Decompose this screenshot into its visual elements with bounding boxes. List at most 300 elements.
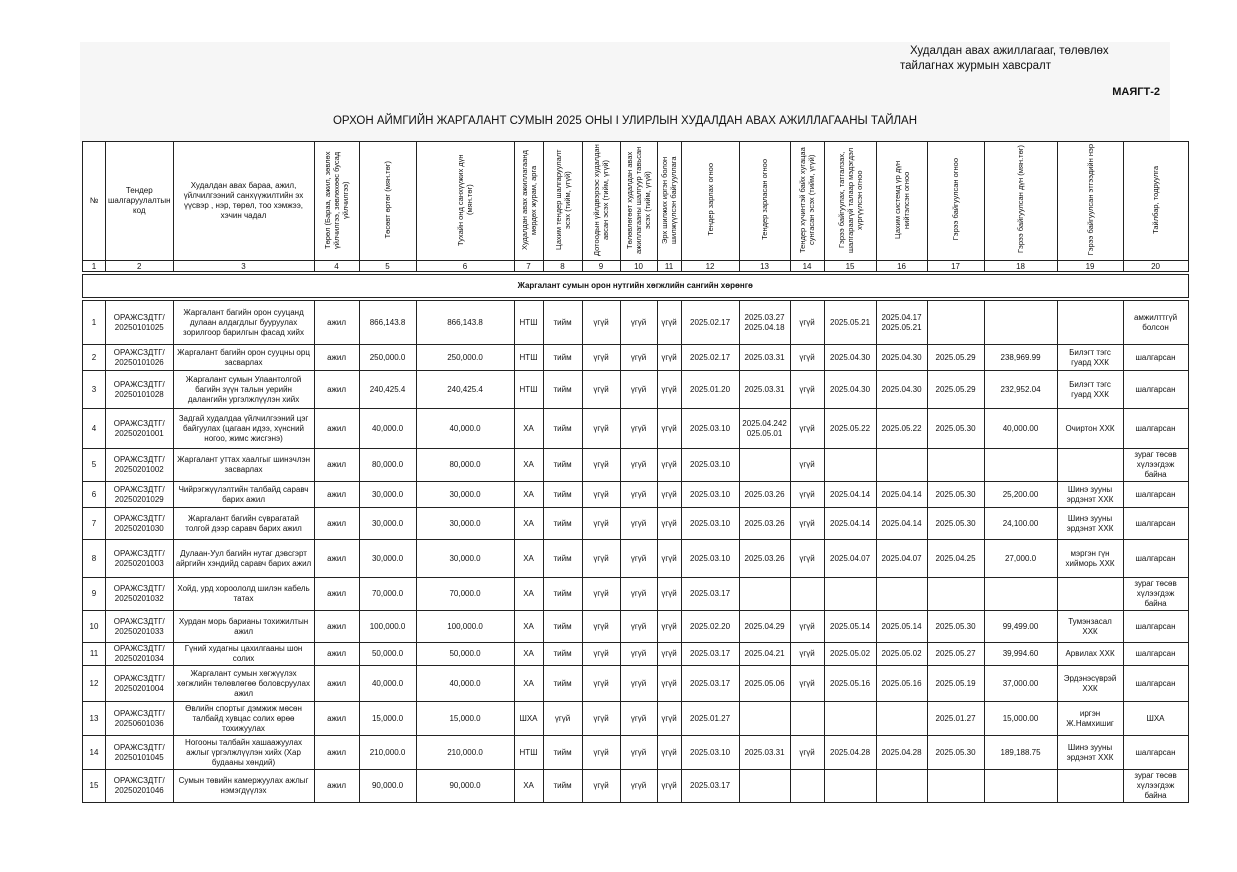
contract-amount: 40,000.00 xyxy=(984,409,1057,449)
contract-date: 2025.05.30 xyxy=(927,508,984,540)
publish-date: 2025.04.14 xyxy=(876,482,927,508)
note: зураг төсөв хүлээгдэж байна xyxy=(1123,578,1188,611)
contract-amount xyxy=(984,301,1057,345)
budget-amount: 15,000.0 xyxy=(359,702,416,736)
extension-flag: үгүй xyxy=(790,508,824,540)
contract-amount: 15,000.00 xyxy=(984,702,1057,736)
funding-amount: 240,425.4 xyxy=(416,371,514,409)
e-tender-flag: тийм xyxy=(543,611,582,643)
note: шалгарсан xyxy=(1123,508,1188,540)
funding-amount: 250,000.0 xyxy=(416,345,514,371)
funding-amount: 866,143.8 xyxy=(416,301,514,345)
col-header-publish-date: Цахим системд үр дүн нийтэлсэн огноо xyxy=(892,160,911,239)
domestic-flag: үгүй xyxy=(582,345,620,371)
contract-date: 2025.05.30 xyxy=(927,736,984,770)
tender-code: ОРАЖСЗДТГ/ 20250101026 xyxy=(106,345,174,371)
announce-date: 2025.04.242 025.05.01 xyxy=(739,409,790,449)
col-header-contract-date: Гэрээ байгуулсан огноо xyxy=(951,158,961,241)
plan-date: 2025.03.10 xyxy=(681,736,739,770)
col-header-note: Тайлбар, тодруулга xyxy=(1151,165,1161,234)
table-row xyxy=(83,449,1189,482)
item-type: ажил xyxy=(314,345,359,371)
note: шалгарсан xyxy=(1123,482,1188,508)
table-row xyxy=(83,702,1189,736)
row-number: 6 xyxy=(83,482,106,508)
plan-date: 2025.02.17 xyxy=(681,301,739,345)
contract-date: 2025.05.30 xyxy=(927,409,984,449)
contract-amount: 27,000.0 xyxy=(984,540,1057,578)
publish-date: 2025.05.16 xyxy=(876,666,927,702)
publish-date: 2025.04.07 xyxy=(876,540,927,578)
procurement-method: ХА xyxy=(514,540,543,578)
col-header-code: Тендер шалгаруулалтын код xyxy=(106,142,174,261)
tender-code: ОРАЖСЗДТГ/ 20250201046 xyxy=(106,770,174,803)
budget-amount: 30,000.0 xyxy=(359,482,416,508)
announce-date xyxy=(739,770,790,803)
col-header-notice-date: Гэрээ байгуулах, татгалзах, шалгараагүй талаар мэдэгдэл хүргүүлсэн огноо xyxy=(836,146,864,253)
plan-date: 2025.03.10 xyxy=(681,409,739,449)
announce-date: 2025.04.21 xyxy=(739,643,790,666)
tender-code: ОРАЖСЗДТГ/ 20250201032 xyxy=(106,578,174,611)
table-row xyxy=(83,666,1189,702)
plan-date: 2025.01.20 xyxy=(681,371,739,409)
contract-amount: 189,188.75 xyxy=(984,736,1057,770)
e-tender-flag: үгүй xyxy=(543,702,582,736)
funding-amount: 40,000.0 xyxy=(416,666,514,702)
table-row xyxy=(83,409,1189,449)
notice-date xyxy=(824,702,876,736)
transfer-flag: үгүй xyxy=(657,611,681,643)
col-number: 3 xyxy=(173,261,314,272)
criteria-flag: үгүй xyxy=(620,371,657,409)
transfer-flag: үгүй xyxy=(657,578,681,611)
supplier-name: Тумэнзасал ХХК xyxy=(1057,611,1123,643)
table-row xyxy=(83,371,1189,409)
extension-flag xyxy=(790,702,824,736)
extension-flag xyxy=(790,578,824,611)
transfer-flag: үгүй xyxy=(657,643,681,666)
contract-date: 2025.01.27 xyxy=(927,702,984,736)
item-type: ажил xyxy=(314,301,359,345)
tender-code: ОРАЖСЗДТГ/ 20250601036 xyxy=(106,702,174,736)
header-row xyxy=(83,142,1189,261)
e-tender-flag: тийм xyxy=(543,449,582,482)
e-tender-flag: тийм xyxy=(543,409,582,449)
table-row xyxy=(83,345,1189,371)
note: шалгарсан xyxy=(1123,666,1188,702)
domestic-flag: үгүй xyxy=(582,409,620,449)
note: шалгарсан xyxy=(1123,611,1188,643)
plan-date: 2025.02.20 xyxy=(681,611,739,643)
criteria-flag: үгүй xyxy=(620,770,657,803)
row-number: 15 xyxy=(83,770,106,803)
row-number: 11 xyxy=(83,643,106,666)
col-number: 6 xyxy=(416,261,514,272)
transfer-flag: үгүй xyxy=(657,666,681,702)
item-type: ажил xyxy=(314,508,359,540)
contract-amount xyxy=(984,449,1057,482)
col-header-announce-date: Тендер зарласан огноо xyxy=(760,159,770,240)
table-row xyxy=(83,578,1189,611)
col-header-no: № xyxy=(83,142,106,261)
publish-date: 2025.04.14 xyxy=(876,508,927,540)
procurement-method: ХА xyxy=(514,449,543,482)
contract-amount xyxy=(984,770,1057,803)
criteria-flag: үгүй xyxy=(620,301,657,345)
col-header-domestic: Дотоодын үйлдвэрээс худалдан авсан эсэх (тийм, үгүй) xyxy=(592,143,611,256)
criteria-flag: үгүй xyxy=(620,540,657,578)
col-number: 16 xyxy=(876,261,927,272)
col-number: 1 xyxy=(83,261,106,272)
note: зураг төсөв хүлээгдэж байна xyxy=(1123,770,1188,803)
procurement-report-table xyxy=(82,141,1189,803)
announce-date: 2025.04.29 xyxy=(739,611,790,643)
domestic-flag: үгүй xyxy=(582,611,620,643)
funding-amount: 90,000.0 xyxy=(416,770,514,803)
item-type: ажил xyxy=(314,770,359,803)
row-number: 13 xyxy=(83,702,106,736)
criteria-flag: үгүй xyxy=(620,578,657,611)
col-number: 5 xyxy=(359,261,416,272)
tender-code: ОРАЖСЗДТГ/ 20250201004 xyxy=(106,666,174,702)
e-tender-flag: тийм xyxy=(543,508,582,540)
col-header-name: Худалдан авах бараа, ажил, үйлчилгээний санхүүжилтийн эх үүсвэр , нэр, төрөл, тоо хэмжээ, хэчин чадал xyxy=(173,142,314,261)
procurement-method: ХА xyxy=(514,508,543,540)
table-row xyxy=(83,508,1189,540)
table-row xyxy=(83,540,1189,578)
plan-date: 2025.03.17 xyxy=(681,770,739,803)
note: амжилттгүй болсон xyxy=(1123,301,1188,345)
e-tender-flag: тийм xyxy=(543,736,582,770)
budget-amount: 210,000.0 xyxy=(359,736,416,770)
notice-date: 2025.04.28 xyxy=(824,736,876,770)
extension-flag: үгүй xyxy=(790,409,824,449)
note: шалгарсан xyxy=(1123,540,1188,578)
table-row xyxy=(83,643,1189,666)
item-name: Жаргалант багийн орон сууцанд дулаан алдагдлыг бууруулах зорилгоор барилгын фасад хийх xyxy=(173,301,314,345)
criteria-flag: үгүй xyxy=(620,702,657,736)
funding-amount: 40,000.0 xyxy=(416,409,514,449)
col-header-method: Худалдан авах ажиллагаанд мөрдөх журам, арга xyxy=(519,149,538,250)
procurement-method: ХА xyxy=(514,578,543,611)
note: зураг төсөв хүлээгдэж байна xyxy=(1123,449,1188,482)
contract-amount: 238,969.99 xyxy=(984,345,1057,371)
item-name: Ногооны талбайн хашаажуулах ажлыг үргэлжлүүлэн хийх (Хар будааны хөндий) xyxy=(173,736,314,770)
funding-amount: 80,000.0 xyxy=(416,449,514,482)
supplier-name: Арвилах ХХК xyxy=(1057,643,1123,666)
item-type: ажил xyxy=(314,643,359,666)
tender-code: ОРАЖСЗДТГ/ 20250201001 xyxy=(106,409,174,449)
extension-flag: үгүй xyxy=(790,666,824,702)
plan-date: 2025.02.17 xyxy=(681,345,739,371)
procurement-method: ХА xyxy=(514,643,543,666)
announce-date xyxy=(739,578,790,611)
domestic-flag: үгүй xyxy=(582,482,620,508)
budget-amount: 250,000.0 xyxy=(359,345,416,371)
section-row xyxy=(83,275,1189,298)
e-tender-flag: тийм xyxy=(543,643,582,666)
domestic-flag: үгүй xyxy=(582,643,620,666)
annex-reference xyxy=(900,44,1160,74)
row-number: 4 xyxy=(83,409,106,449)
col-number: 20 xyxy=(1123,261,1188,272)
procurement-method: НТШ xyxy=(514,736,543,770)
domestic-flag: үгүй xyxy=(582,449,620,482)
tender-code: ОРАЖСЗДТГ/ 20250201003 xyxy=(106,540,174,578)
funding-amount: 210,000.0 xyxy=(416,736,514,770)
funding-amount: 50,000.0 xyxy=(416,643,514,666)
col-header-contract-amount: Гэрээ байгуулсан дүн (мян.төг) xyxy=(1016,145,1026,254)
notice-date: 2025.04.14 xyxy=(824,508,876,540)
plan-date: 2025.03.17 xyxy=(681,666,739,702)
budget-amount: 90,000.0 xyxy=(359,770,416,803)
supplier-name: Очиртон ХХК xyxy=(1057,409,1123,449)
row-number: 5 xyxy=(83,449,106,482)
tender-code: ОРАЖСЗДТГ/ 20250101028 xyxy=(106,371,174,409)
table-row xyxy=(83,482,1189,508)
funding-amount: 15,000.0 xyxy=(416,702,514,736)
transfer-flag: үгүй xyxy=(657,736,681,770)
table-row xyxy=(83,301,1189,345)
col-header-type: Төрөл (Бараа, ажил, зөвлөх үйлчилгээ, зөвлөхөөс бусад үйлчилгээ) xyxy=(323,150,351,249)
notice-date xyxy=(824,578,876,611)
col-number: 8 xyxy=(543,261,582,272)
criteria-flag: үгүй xyxy=(620,482,657,508)
announce-date xyxy=(739,702,790,736)
publish-date: 2025.04.30 xyxy=(876,371,927,409)
domestic-flag: үгүй xyxy=(582,371,620,409)
procurement-method: НТШ xyxy=(514,301,543,345)
domestic-flag: үгүй xyxy=(582,666,620,702)
announce-date: 2025.03.26 xyxy=(739,482,790,508)
procurement-method: НТШ xyxy=(514,345,543,371)
plan-date: 2025.03.10 xyxy=(681,449,739,482)
notice-date xyxy=(824,449,876,482)
col-number: 9 xyxy=(582,261,620,272)
annex-line-2: тайлагнах журмын хавсралт xyxy=(900,60,1052,72)
publish-date: 2025.05.02 xyxy=(876,643,927,666)
publish-date: 2025.04.17 2025.05.21 xyxy=(876,301,927,345)
contract-date: 2025.04.25 xyxy=(927,540,984,578)
funding-amount: 100,000.0 xyxy=(416,611,514,643)
procurement-method: ХА xyxy=(514,666,543,702)
budget-amount: 70,000.0 xyxy=(359,578,416,611)
col-header-plan-date: Тендер зарлах огноо xyxy=(705,163,715,236)
contract-amount: 232,952.04 xyxy=(984,371,1057,409)
criteria-flag: үгүй xyxy=(620,736,657,770)
criteria-flag: үгүй xyxy=(620,409,657,449)
supplier-name: Шинэ зууны эрдэнэт ХХК xyxy=(1057,508,1123,540)
item-type: ажил xyxy=(314,702,359,736)
procurement-method: ХА xyxy=(514,409,543,449)
plan-date: 2025.03.17 xyxy=(681,578,739,611)
announce-date: 2025.03.27 2025.04.18 xyxy=(739,301,790,345)
budget-amount: 40,000.0 xyxy=(359,666,416,702)
item-name: Жаргалант уттах хаалгыг шинэчлэн засварлах xyxy=(173,449,314,482)
plan-date: 2025.03.10 xyxy=(681,540,739,578)
notice-date: 2025.04.30 xyxy=(824,371,876,409)
e-tender-flag: тийм xyxy=(543,482,582,508)
procurement-method: ШХА xyxy=(514,702,543,736)
domestic-flag: үгүй xyxy=(582,736,620,770)
procurement-method: ХА xyxy=(514,611,543,643)
contract-amount: 99,499.00 xyxy=(984,611,1057,643)
col-number: 11 xyxy=(657,261,681,272)
item-name: Хойд, урд хороололд шилэн кабель татах xyxy=(173,578,314,611)
supplier-name: Билэгт тэгс гуард ХХК xyxy=(1057,371,1123,409)
notice-date xyxy=(824,770,876,803)
tender-code: ОРАЖСЗДТГ/ 20250101045 xyxy=(106,736,174,770)
budget-amount: 30,000.0 xyxy=(359,540,416,578)
domestic-flag: үгүй xyxy=(582,702,620,736)
item-name: Хурдан морь барианы тохижилтын ажил xyxy=(173,611,314,643)
criteria-flag: үгүй xyxy=(620,666,657,702)
e-tender-flag: тийм xyxy=(543,371,582,409)
row-number: 3 xyxy=(83,371,106,409)
tender-code: ОРАЖСЗДТГ/ 20250201002 xyxy=(106,449,174,482)
e-tender-flag: тийм xyxy=(543,666,582,702)
transfer-flag: үгүй xyxy=(657,482,681,508)
announce-date: 2025.03.31 xyxy=(739,345,790,371)
contract-date: 2025.05.30 xyxy=(927,482,984,508)
contract-date xyxy=(927,578,984,611)
item-type: ажил xyxy=(314,666,359,702)
contract-date: 2025.05.27 xyxy=(927,643,984,666)
item-name: Жаргалант багийн сүврагатай толгой дээр саравч барих ажил xyxy=(173,508,314,540)
table-row xyxy=(83,736,1189,770)
contract-date: 2025.05.19 xyxy=(927,666,984,702)
col-number: 12 xyxy=(681,261,739,272)
column-number-row xyxy=(83,261,1189,272)
budget-amount: 240,425.4 xyxy=(359,371,416,409)
e-tender-flag: тийм xyxy=(543,345,582,371)
note: шалгарсан xyxy=(1123,409,1188,449)
domestic-flag: үгүй xyxy=(582,301,620,345)
extension-flag: үгүй xyxy=(790,611,824,643)
funding-amount: 30,000.0 xyxy=(416,482,514,508)
criteria-flag: үгүй xyxy=(620,345,657,371)
contract-date xyxy=(927,770,984,803)
col-number: 7 xyxy=(514,261,543,272)
table-body xyxy=(83,301,1189,803)
transfer-flag: үгүй xyxy=(657,702,681,736)
item-name: Өвлийн спортыг дэмжиж мөсөн талбайд хувцас солих өрөө тохижуулах xyxy=(173,702,314,736)
domestic-flag: үгүй xyxy=(582,508,620,540)
item-name: Задгай худалдаа үйлчилгээний цэг байгуулах (цагаан идээ, хүнсний ногоо, жимс жисгэнэ) xyxy=(173,409,314,449)
plan-date: 2025.03.17 xyxy=(681,643,739,666)
plan-date: 2025.03.10 xyxy=(681,482,739,508)
col-header-extension: Тендер хүчинтэй байх хугацаа сунгасан эсэх (тийм, үгүй) xyxy=(798,146,817,253)
supplier-name: Шинэ зууны эрдэнэт ХХК xyxy=(1057,482,1123,508)
supplier-name: иргэн Ж.Намхишиг xyxy=(1057,702,1123,736)
col-number: 14 xyxy=(790,261,824,272)
contract-amount: 37,000.00 xyxy=(984,666,1057,702)
domestic-flag: үгүй xyxy=(582,540,620,578)
contract-amount: 25,200.00 xyxy=(984,482,1057,508)
row-number: 9 xyxy=(83,578,106,611)
note: шалгарсан xyxy=(1123,643,1188,666)
supplier-name xyxy=(1057,301,1123,345)
budget-amount: 40,000.0 xyxy=(359,409,416,449)
criteria-flag: үгүй xyxy=(620,643,657,666)
table-row xyxy=(83,611,1189,643)
document-title: ОРХОН АЙМГИЙН ЖАРГАЛАНТ СУМЫН 2025 ОНЫ I УЛИРЛЫН ХУДАЛДАН АВАХ АЖИЛЛАГААНЫ ТАЙЛАН xyxy=(332,115,918,127)
extension-flag: үгүй xyxy=(790,345,824,371)
budget-amount: 50,000.0 xyxy=(359,643,416,666)
col-number: 19 xyxy=(1057,261,1123,272)
contract-amount: 24,100.00 xyxy=(984,508,1057,540)
note: шалгарсан xyxy=(1123,345,1188,371)
publish-date: 2025.05.14 xyxy=(876,611,927,643)
tender-code: ОРАЖСЗДТГ/ 20250201033 xyxy=(106,611,174,643)
funding-amount: 70,000.0 xyxy=(416,578,514,611)
funding-amount: 30,000.0 xyxy=(416,508,514,540)
supplier-name xyxy=(1057,578,1123,611)
table-row xyxy=(83,770,1189,803)
announce-date xyxy=(739,449,790,482)
item-name: Жаргалант сумын хөгжүүлэх хөгжлийн төлөвлөгөө боловсруулах ажил xyxy=(173,666,314,702)
supplier-name xyxy=(1057,770,1123,803)
note: шалгарсан xyxy=(1123,371,1188,409)
announce-date: 2025.03.31 xyxy=(739,736,790,770)
transfer-flag: үгүй xyxy=(657,371,681,409)
announce-date: 2025.05.06 xyxy=(739,666,790,702)
row-number: 7 xyxy=(83,508,106,540)
item-name: Жаргалант багийн орон сууцны орц засварлах xyxy=(173,345,314,371)
col-header-budget: Төсөвт өртөг (мян.төг) xyxy=(383,160,393,239)
contract-date xyxy=(927,449,984,482)
plan-date: 2025.03.10 xyxy=(681,508,739,540)
extension-flag xyxy=(790,770,824,803)
supplier-name xyxy=(1057,449,1123,482)
item-type: ажил xyxy=(314,578,359,611)
supplier-name: Эрдэнэсүврэй ХХК xyxy=(1057,666,1123,702)
budget-amount: 80,000.0 xyxy=(359,449,416,482)
item-type: ажил xyxy=(314,611,359,643)
notice-date: 2025.04.07 xyxy=(824,540,876,578)
notice-date: 2025.05.21 xyxy=(824,301,876,345)
tender-code: ОРАЖСЗДТГ/ 20250101025 xyxy=(106,301,174,345)
announce-date: 2025.03.26 xyxy=(739,508,790,540)
row-number: 12 xyxy=(83,666,106,702)
item-type: ажил xyxy=(314,409,359,449)
supplier-name: мэргэн гүн хийморь ХХК xyxy=(1057,540,1123,578)
e-tender-flag: тийм xyxy=(543,770,582,803)
domestic-flag: үгүй xyxy=(582,578,620,611)
tender-code: ОРАЖСЗДТГ/ 20250201029 xyxy=(106,482,174,508)
col-header-supplier: Гэрээ байгуулсан этгээдийн нэр xyxy=(1085,143,1095,256)
procurement-method: ХА xyxy=(514,482,543,508)
tender-code: ОРАЖСЗДТГ/ 20250201034 xyxy=(106,643,174,666)
item-type: ажил xyxy=(314,449,359,482)
budget-amount: 100,000.0 xyxy=(359,611,416,643)
procurement-method: ХА xyxy=(514,770,543,803)
row-number: 8 xyxy=(83,540,106,578)
item-type: ажил xyxy=(314,540,359,578)
transfer-flag: үгүй xyxy=(657,540,681,578)
item-name: Сумын төвийн камержуулах ажлыг нэмэгдүүлэх xyxy=(173,770,314,803)
notice-date: 2025.04.30 xyxy=(824,345,876,371)
supplier-name: Билэгт тэгс гуард ХХК xyxy=(1057,345,1123,371)
criteria-flag: үгүй xyxy=(620,611,657,643)
col-number: 17 xyxy=(927,261,984,272)
e-tender-flag: тийм xyxy=(543,540,582,578)
transfer-flag: үгүй xyxy=(657,508,681,540)
col-number: 13 xyxy=(739,261,790,272)
criteria-flag: үгүй xyxy=(620,508,657,540)
extension-flag: үгүй xyxy=(790,371,824,409)
publish-date xyxy=(876,578,927,611)
